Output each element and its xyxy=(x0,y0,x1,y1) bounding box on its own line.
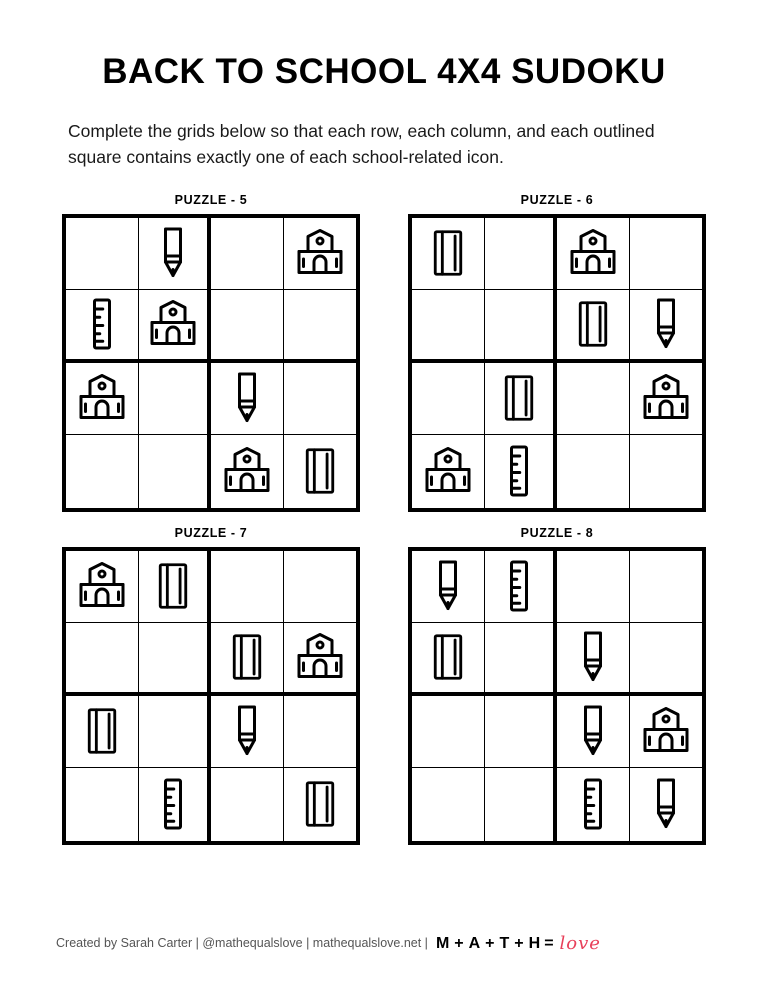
grid-cell-filled[interactable] xyxy=(485,363,558,436)
grid-cell-filled[interactable] xyxy=(66,696,139,769)
puzzle-label: PUZZLE - 8 xyxy=(520,525,594,540)
grid-cell-empty[interactable] xyxy=(412,290,485,363)
grid-cell-filled[interactable] xyxy=(630,290,703,363)
pencil-icon xyxy=(433,559,463,613)
grid-cell-empty[interactable] xyxy=(412,768,485,841)
logo-letter-m: M xyxy=(435,935,451,952)
grid-cell-empty[interactable] xyxy=(557,363,630,436)
page-title: BACK TO SCHOOL 4X4 SUDOKU xyxy=(102,52,666,91)
school-icon xyxy=(639,374,693,422)
grid-cell-filled[interactable] xyxy=(485,551,558,624)
puzzle-label: PUZZLE - 5 xyxy=(174,192,248,207)
grid-cell-filled[interactable] xyxy=(557,290,630,363)
grid-cell-empty[interactable] xyxy=(630,623,703,696)
puzzle-label: PUZZLE - 7 xyxy=(174,525,248,540)
book-icon xyxy=(431,228,465,278)
school-icon xyxy=(75,562,129,610)
grid-cell-empty[interactable] xyxy=(630,435,703,508)
grid-cell-empty[interactable] xyxy=(485,218,558,291)
pencil-icon xyxy=(651,777,681,831)
logo-letter-a: A xyxy=(468,935,482,952)
grid-cell-filled[interactable] xyxy=(139,768,212,841)
grid-cell-filled[interactable] xyxy=(139,551,212,624)
grid-cell-empty[interactable] xyxy=(485,290,558,363)
grid-cell-empty[interactable] xyxy=(66,435,139,508)
grid-cell-filled[interactable] xyxy=(66,363,139,436)
sudoku-grid xyxy=(408,214,706,512)
footer xyxy=(56,932,712,953)
grid-cell-filled[interactable] xyxy=(630,696,703,769)
grid-cell-empty[interactable] xyxy=(284,363,357,436)
grid-cell-filled[interactable] xyxy=(485,435,558,508)
grid-cell-filled[interactable] xyxy=(284,435,357,508)
school-icon xyxy=(566,229,620,277)
grid-cell-filled[interactable] xyxy=(66,290,139,363)
school-icon xyxy=(293,229,347,277)
book-icon xyxy=(303,779,337,829)
grid-cell-filled[interactable] xyxy=(412,218,485,291)
book-icon xyxy=(576,299,610,349)
school-icon xyxy=(75,374,129,422)
grid-cell-empty[interactable] xyxy=(66,218,139,291)
grid-cell-empty[interactable] xyxy=(557,435,630,508)
book-icon xyxy=(85,706,119,756)
grid-cell-empty[interactable] xyxy=(284,551,357,624)
grid-cell-empty[interactable] xyxy=(139,696,212,769)
grid-cell-empty[interactable] xyxy=(412,363,485,436)
grid-cell-empty[interactable] xyxy=(485,696,558,769)
grid-cell-filled[interactable] xyxy=(66,551,139,624)
grid-cell-empty[interactable] xyxy=(485,768,558,841)
logo-plus-1: + xyxy=(454,935,465,952)
grid-cell-filled[interactable] xyxy=(557,768,630,841)
grid-cell-empty[interactable] xyxy=(557,551,630,624)
puzzle-1 xyxy=(56,193,366,512)
puzzle-2 xyxy=(402,193,712,512)
grid-cell-empty[interactable] xyxy=(139,363,212,436)
grid-cell-empty[interactable] xyxy=(139,623,212,696)
math-equals-love-logo xyxy=(436,932,601,953)
grid-cell-filled[interactable] xyxy=(211,696,284,769)
grid-cell-filled[interactable] xyxy=(557,696,630,769)
school-icon xyxy=(220,447,274,495)
logo-plus-2: + xyxy=(485,935,496,952)
logo-love-word: love xyxy=(559,933,601,954)
instructions-text: Complete the grids below so that each row, each column, and each outlined square contains exactly one of each school-related icon. xyxy=(68,121,655,168)
book-icon xyxy=(156,561,190,611)
grid-cell-empty[interactable] xyxy=(211,551,284,624)
logo-letter-t: T xyxy=(499,935,511,952)
footer-credit: Created by Sarah Carter | @mathequalslove | mathequalslove.net | xyxy=(56,935,428,950)
grid-cell-empty[interactable] xyxy=(284,696,357,769)
sudoku-grid xyxy=(62,214,360,512)
puzzle-grid-container xyxy=(56,193,712,845)
ruler-icon xyxy=(90,297,114,351)
logo-letter-h: H xyxy=(528,935,542,952)
book-icon xyxy=(431,632,465,682)
grid-cell-filled[interactable] xyxy=(211,623,284,696)
grid-cell-filled[interactable] xyxy=(412,551,485,624)
grid-cell-filled[interactable] xyxy=(412,435,485,508)
grid-cell-empty[interactable] xyxy=(211,290,284,363)
book-icon xyxy=(502,373,536,423)
grid-cell-empty[interactable] xyxy=(630,551,703,624)
grid-cell-filled[interactable] xyxy=(557,623,630,696)
logo-plus-3: + xyxy=(514,935,525,952)
grid-cell-filled[interactable] xyxy=(557,218,630,291)
grid-cell-filled[interactable] xyxy=(284,623,357,696)
puzzle-4 xyxy=(402,526,712,845)
grid-cell-empty[interactable] xyxy=(211,768,284,841)
school-icon xyxy=(639,707,693,755)
grid-cell-filled[interactable] xyxy=(284,218,357,291)
logo-equals: = xyxy=(544,935,555,952)
grid-cell-empty[interactable] xyxy=(139,435,212,508)
puzzle-3 xyxy=(56,526,366,845)
ruler-icon xyxy=(581,777,605,831)
grid-cell-filled[interactable] xyxy=(412,623,485,696)
puzzle-label: PUZZLE - 6 xyxy=(520,192,594,207)
school-icon xyxy=(421,447,475,495)
ruler-icon xyxy=(507,559,531,613)
book-icon xyxy=(303,446,337,496)
grid-cell-filled[interactable] xyxy=(211,435,284,508)
grid-cell-filled[interactable] xyxy=(630,363,703,436)
sudoku-grid xyxy=(62,547,360,845)
grid-cell-filled[interactable] xyxy=(630,768,703,841)
grid-cell-filled[interactable] xyxy=(211,363,284,436)
pencil-icon xyxy=(578,704,608,758)
ruler-icon xyxy=(161,777,185,831)
ruler-icon xyxy=(507,444,531,498)
grid-cell-empty[interactable] xyxy=(66,623,139,696)
grid-cell-filled[interactable] xyxy=(139,218,212,291)
pencil-icon xyxy=(232,704,262,758)
pencil-icon xyxy=(158,226,188,280)
grid-cell-empty[interactable] xyxy=(630,218,703,291)
grid-cell-empty[interactable] xyxy=(284,290,357,363)
school-icon xyxy=(293,633,347,681)
grid-cell-empty[interactable] xyxy=(412,696,485,769)
grid-cell-empty[interactable] xyxy=(66,768,139,841)
pencil-icon xyxy=(232,371,262,425)
pencil-icon xyxy=(651,297,681,351)
grid-cell-empty[interactable] xyxy=(211,218,284,291)
book-icon xyxy=(230,632,264,682)
grid-cell-filled[interactable] xyxy=(139,290,212,363)
pencil-icon xyxy=(578,630,608,684)
sudoku-grid xyxy=(408,547,706,845)
school-icon xyxy=(146,300,200,348)
grid-cell-filled[interactable] xyxy=(284,768,357,841)
grid-cell-empty[interactable] xyxy=(485,623,558,696)
